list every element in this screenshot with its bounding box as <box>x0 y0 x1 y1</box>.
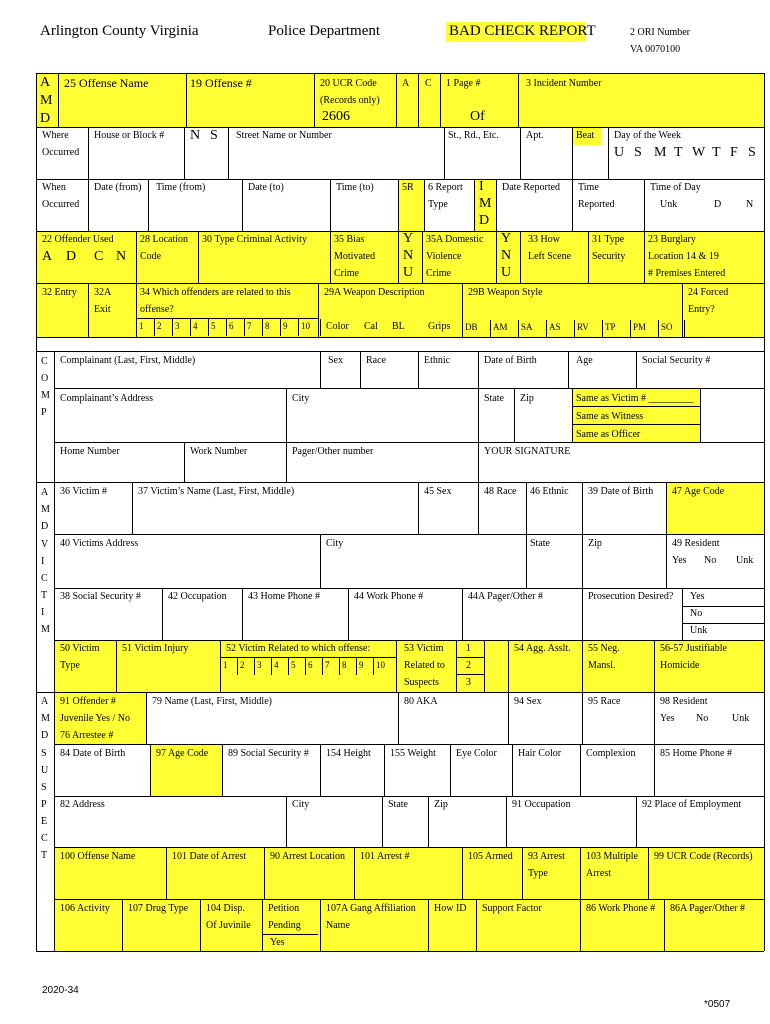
style-code-tp: TP <box>605 322 616 332</box>
imd-i: I <box>479 179 484 194</box>
entry-num-5: 5 <box>211 321 216 331</box>
suspect-hair: Hair Color <box>518 748 562 759</box>
date-from-label: Date (from) <box>94 182 142 193</box>
comp-state: State <box>484 393 504 404</box>
dow-label: Day of the Week <box>614 130 682 141</box>
victim-num-9: 9 <box>359 660 364 670</box>
victim-num-6: 6 <box>308 660 313 670</box>
day-w: W <box>692 145 706 160</box>
victim-num-8: 8 <box>342 660 347 670</box>
beat-label: Beat <box>576 130 595 141</box>
entry-num-6: 6 <box>229 321 234 331</box>
suspect-side-e: E <box>41 816 48 827</box>
victim-side-v: V <box>41 539 49 550</box>
suspect-side-s2: S <box>41 782 47 793</box>
comp-ssn: Social Security # <box>642 355 711 366</box>
victim-state: State <box>530 538 550 549</box>
ucr-records: 99 UCR Code (Records) <box>654 851 753 862</box>
tod-unk: Unk <box>660 199 678 210</box>
pros-unk: Unk <box>690 625 708 636</box>
imd-m: M <box>479 196 492 211</box>
victim-occupation: 42 Occupation <box>168 591 227 602</box>
arrestee-num: 76 Arrestee # <box>60 730 114 741</box>
offense-a: A <box>402 78 410 89</box>
suspect-occupation: 91 Occupation <box>512 799 571 810</box>
armed: 105 Armed <box>468 851 513 862</box>
suspect-home: 85 Home Phone # <box>660 748 732 759</box>
victim-type: 50 Victim <box>60 643 100 654</box>
disp-juvenile: Of Juvinile <box>206 920 251 931</box>
county-title: Arlington County Virginia <box>40 23 199 39</box>
victim-res-no: No <box>704 555 717 566</box>
victim-num-3: 3 <box>257 660 262 670</box>
rel-num-3: 3 <box>466 677 471 688</box>
neg-label: 55 Neg. <box>588 643 620 654</box>
burglary-location: Location 14 & 19 <box>648 251 719 262</box>
agg-asslt: 54 Agg. Asslt. <box>514 643 571 654</box>
how-id: How ID <box>434 903 467 914</box>
victim-a: A <box>41 487 49 498</box>
suspect-weight: 155 Weight <box>390 748 436 759</box>
entry-num-8: 8 <box>265 321 270 331</box>
entry-num-9: 9 <box>283 321 288 331</box>
comp-address-label: Complainant’s Address <box>60 393 154 404</box>
entry-num-2: 2 <box>157 321 162 331</box>
victim-num-1: 1 <box>223 660 228 670</box>
arrest-num: 101 Arrest # <box>360 851 410 862</box>
time-label: Time <box>578 182 599 193</box>
report-type-label: 6 Report <box>428 182 463 193</box>
multiple: 103 Multiple <box>586 851 638 862</box>
work-number: Work Number <box>190 446 248 457</box>
house-label: House or Block # <box>94 130 165 141</box>
weapon-desc-label: 29A Weapon Description <box>324 287 425 298</box>
suspect-side-p: P <box>41 799 47 810</box>
type-label: Type <box>428 199 448 210</box>
comp-p: P <box>41 407 47 418</box>
victim-city: City <box>326 538 344 549</box>
same-officer: Same as Officer <box>576 429 641 440</box>
bias-label: 35 Bias <box>334 234 365 245</box>
amd-d: D <box>40 111 51 126</box>
day-s: S <box>634 145 642 160</box>
suspect-side-s: S <box>41 748 47 759</box>
offender-num: 91 Offender # <box>60 696 116 707</box>
victim-age-code: 47 Age Code <box>672 486 725 497</box>
victim-dob: 39 Date of Birth <box>588 486 654 497</box>
bias-n: N <box>403 248 414 263</box>
victim-ssn: 38 Social Security # <box>60 591 141 602</box>
forced-entry: Entry? <box>688 304 715 315</box>
comp-o: O <box>41 373 49 384</box>
when-occurred: Occurred <box>42 199 80 210</box>
multiple-arrest: Arrest <box>586 868 611 879</box>
rel-num-1: 1 <box>466 643 471 654</box>
victim-num-7: 7 <box>325 660 330 670</box>
date-to-label: Date (to) <box>248 182 284 193</box>
comp-c: C <box>41 356 48 367</box>
victim-res-unk: Unk <box>736 555 754 566</box>
suspect-d: D <box>41 730 49 741</box>
bias-u: U <box>403 265 414 280</box>
how-left: Left Scene <box>528 251 572 262</box>
suspect-pager: 86A Pager/Other # <box>670 903 745 914</box>
victim-m: M <box>41 504 50 515</box>
burglary-label: 23 Burglary <box>648 234 696 245</box>
weapon-color: Color <box>326 321 349 332</box>
victim-zip: Zip <box>588 538 602 549</box>
form-code: *0507 <box>704 999 731 1010</box>
homicide: Homicide <box>660 660 700 671</box>
suspect-name: 79 Name (Last, First, Middle) <box>152 696 272 707</box>
style-code-am: AM <box>493 322 508 332</box>
entry-num-1: 1 <box>139 321 144 331</box>
victim-rel-to: Related to <box>404 660 445 671</box>
bias-crime: Crime <box>334 268 359 279</box>
tod-d: D <box>714 199 722 210</box>
suspect-ssn: 89 Social Security # <box>228 748 309 759</box>
victim-side-i: I <box>41 556 45 567</box>
exit-num: 32A <box>94 287 112 298</box>
victim-num-5: 5 <box>291 660 296 670</box>
suspect-age-code: 97 Age Code <box>156 748 209 759</box>
suspect-state: State <box>388 799 408 810</box>
comp-age: Age <box>576 355 593 366</box>
home-number: Home Number <box>60 446 120 457</box>
victim-injury: 51 Victim Injury <box>122 643 189 654</box>
entry-num-3: 3 <box>175 321 180 331</box>
day-f: F <box>730 145 738 160</box>
suspect-res-unk: Unk <box>732 713 750 724</box>
victim-work: 44 Work Phone # <box>354 591 424 602</box>
victim-address: 40 Victims Address <box>60 538 139 549</box>
location-code: Code <box>140 251 162 262</box>
weapon-bl: BL <box>392 321 405 332</box>
petition-yes: Yes <box>270 937 285 948</box>
form-number: 2020-34 <box>42 985 79 996</box>
dir-s: S <box>210 128 218 143</box>
pros-yes: Yes <box>690 591 705 602</box>
suspect-address: 82 Address <box>60 799 105 810</box>
victim-res-yes: Yes <box>672 555 687 566</box>
exit-label: Exit <box>94 304 111 315</box>
gang-name: Name <box>326 920 350 931</box>
style-code-sa: SA <box>521 322 533 332</box>
victim-ethnic: 46 Ethnic <box>530 486 569 497</box>
drug-type: 107 Drug Type <box>128 903 189 914</box>
suspect-resident: 98 Resident <box>660 696 708 707</box>
style-code-pm: PM <box>633 322 647 332</box>
amd-m: M <box>40 93 53 108</box>
suspect-city: City <box>292 799 310 810</box>
activity: 106 Activity <box>60 903 110 914</box>
victim-name: 37 Victim’s Name (Last, First, Middle) <box>138 486 295 497</box>
victim-num-2: 2 <box>240 660 245 670</box>
justifiable: 56-57 Justifiable <box>660 643 727 654</box>
offense-c: C <box>425 78 432 89</box>
ucr-sub: (Records only) <box>320 95 380 106</box>
comp-race: Race <box>366 355 386 366</box>
how-label: 33 How <box>528 234 560 245</box>
activity-label: 30 Type Criminal Activity <box>202 234 307 245</box>
suspect-work: 86 Work Phone # <box>586 903 656 914</box>
rel-num-2: 2 <box>466 660 471 671</box>
security-label: 31 Type <box>592 234 625 245</box>
day-m: M <box>654 145 667 160</box>
arrest-location: 90 Arrest Location <box>270 851 345 862</box>
comp-dob: Date of Birth <box>484 355 537 366</box>
victim-rel-suspects: Suspects <box>404 677 439 688</box>
ori-value: VA 0070100 <box>630 44 681 55</box>
entry-label: 32 Entry <box>42 287 77 298</box>
location-label: 28 Location <box>140 234 189 245</box>
victim-side-t: T <box>41 590 48 601</box>
ucr-value: 2606 <box>322 109 350 124</box>
used-c: C <box>94 249 104 264</box>
signature-label: YOUR SIGNATURE <box>484 446 571 457</box>
petition: Petition <box>268 903 300 914</box>
weapon-grips: Grips <box>428 321 451 332</box>
suspect-m: M <box>41 713 50 724</box>
suspect-res-no: No <box>696 713 709 724</box>
suspect-a: A <box>41 696 49 707</box>
day-u: U <box>614 145 625 160</box>
weapon-style-label: 29B Weapon Style <box>468 287 543 298</box>
date-reported-label: Date Reported <box>502 182 561 193</box>
entry-num-10: 10 <box>301 321 310 331</box>
arrest-type: 93 Arrest <box>528 851 565 862</box>
used-d: D <box>66 249 77 264</box>
victim-resident: 49 Resident <box>672 538 720 549</box>
time-to-label: Time (to) <box>336 182 374 193</box>
style-code-rv: RV <box>577 322 589 332</box>
page-label: 1 Page # <box>446 78 481 89</box>
victim-sex: 45 Sex <box>424 486 452 497</box>
dom-n: N <box>501 248 512 263</box>
victim-side-i2: I <box>41 607 45 618</box>
5r-label: 5R <box>402 182 414 193</box>
where-label: Where <box>42 130 69 141</box>
disp: 104 Disp. <box>206 903 245 914</box>
victim-num-10: 10 <box>376 660 385 670</box>
forced-label: 24 Forced <box>688 287 729 298</box>
ucr-label: 20 UCR Code <box>320 78 377 89</box>
suspect-complexion: Complexion <box>586 748 636 759</box>
neg-mansl: Mansl. <box>588 660 616 671</box>
dom-u: U <box>501 265 512 280</box>
suspect-dob: 84 Date of Birth <box>60 748 126 759</box>
imd-d: D <box>479 213 490 228</box>
day-sa: S <box>748 145 756 160</box>
when-label: When <box>42 182 66 193</box>
suspect-employment: 92 Place of Employment <box>642 799 742 810</box>
page-of: Of <box>470 109 485 124</box>
dom-y: Y <box>501 231 512 246</box>
victim-rel-label: 53 Victim <box>404 643 444 654</box>
weapon-cal: Cal <box>364 321 378 332</box>
victim-type-sub: Type <box>60 660 80 671</box>
day-t: T <box>674 145 683 160</box>
department-title: Police Department <box>268 23 381 39</box>
suspect-zip: Zip <box>434 799 448 810</box>
style-code-as: AS <box>549 322 561 332</box>
juvenile: Juvenile Yes / No <box>60 713 131 724</box>
style-code-db: DB <box>465 322 478 332</box>
support-factor: Support Factor <box>482 903 542 914</box>
victim-pager: 44A Pager/Other # <box>468 591 543 602</box>
entry-num-4: 4 <box>193 321 198 331</box>
bias-y: Y <box>403 231 414 246</box>
victim-race: 48 Race <box>484 486 517 497</box>
dir-n: N <box>190 128 201 143</box>
same-victim: Same as Victim # _________ <box>576 393 694 404</box>
apt-label: Apt. <box>526 130 544 141</box>
gang: 107A Gang Affiliation <box>326 903 416 914</box>
same-witness: Same as Witness <box>576 411 644 422</box>
comp-sex: Sex <box>328 355 343 366</box>
victim-related: 52 Victim Related to which offense: <box>226 643 371 654</box>
form-title: BAD CHECK REPORT <box>449 23 596 39</box>
victim-side-m: M <box>41 624 50 635</box>
comp-name-label: Complainant (Last, First, Middle) <box>60 355 196 366</box>
bias-motivated: Motivated <box>334 251 376 262</box>
victim-home: 43 Home Phone # <box>248 591 320 602</box>
arrest-type-sub: Type <box>528 868 548 879</box>
domestic-crime: Crime <box>426 268 451 279</box>
entry-num-7: 7 <box>247 321 252 331</box>
victim-num: 36 Victim # <box>60 486 107 497</box>
ori-label: 2 ORI Number <box>630 27 690 38</box>
day-th: T <box>712 145 721 160</box>
incident-label: 3 Incident Number <box>526 78 602 89</box>
suspect-race: 95 Race <box>588 696 621 707</box>
occurred-label: Occurred <box>42 147 80 158</box>
street-label: Street Name or Number <box>236 130 332 141</box>
suspect-sex: 94 Sex <box>514 696 542 707</box>
used-n: N <box>116 249 127 264</box>
suspect-res-yes: Yes <box>660 713 675 724</box>
offense-num-label: 19 Offense # <box>190 76 252 90</box>
suspect-aka: 80 AKA <box>404 696 438 707</box>
suspect-height: 154 Height <box>326 748 371 759</box>
comp-zip: Zip <box>520 393 534 404</box>
offense-name-arrest: 100 Offense Name <box>60 851 136 862</box>
style-code-so: SO <box>661 322 673 332</box>
st-label: St., Rd., Etc. <box>448 130 499 141</box>
security-sub: Security <box>592 251 626 262</box>
used-a: A <box>42 249 53 264</box>
amd-a: A <box>40 75 51 90</box>
comp-ethnic: Ethnic <box>424 355 451 366</box>
suspect-side-u: U <box>41 765 49 776</box>
victim-num-4: 4 <box>274 660 279 670</box>
tod-label: Time of Day <box>650 182 701 193</box>
victim-d: D <box>41 521 49 532</box>
petition-pending: Pending <box>268 920 301 931</box>
time-from-label: Time (from) <box>156 182 206 193</box>
suspect-side-c: C <box>41 833 48 844</box>
premises-entered: # Premises Entered <box>648 268 726 279</box>
offender-used-label: 22 Offender Used <box>42 234 114 245</box>
domestic-violence: Violence <box>426 251 462 262</box>
related-offense: offense? <box>140 304 174 315</box>
suspect-eye: Eye Color <box>456 748 497 759</box>
prosecution-label: Prosecution Desired? <box>588 591 674 602</box>
tod-n: N <box>746 199 754 210</box>
related-label: 34 Which offenders are related to this <box>140 287 291 298</box>
pager-number: Pager/Other number <box>292 446 374 457</box>
offense-name-label: 25 Offense Name <box>64 76 149 90</box>
arrest-date: 101 Date of Arrest <box>172 851 247 862</box>
victim-side-c: C <box>41 573 48 584</box>
comp-city: City <box>292 393 310 404</box>
reported-label: Reported <box>578 199 615 210</box>
pros-no: No <box>690 608 703 619</box>
domestic-label: 35A Domestic <box>426 234 484 245</box>
suspect-side-t: T <box>41 850 48 861</box>
comp-m: M <box>41 390 50 401</box>
